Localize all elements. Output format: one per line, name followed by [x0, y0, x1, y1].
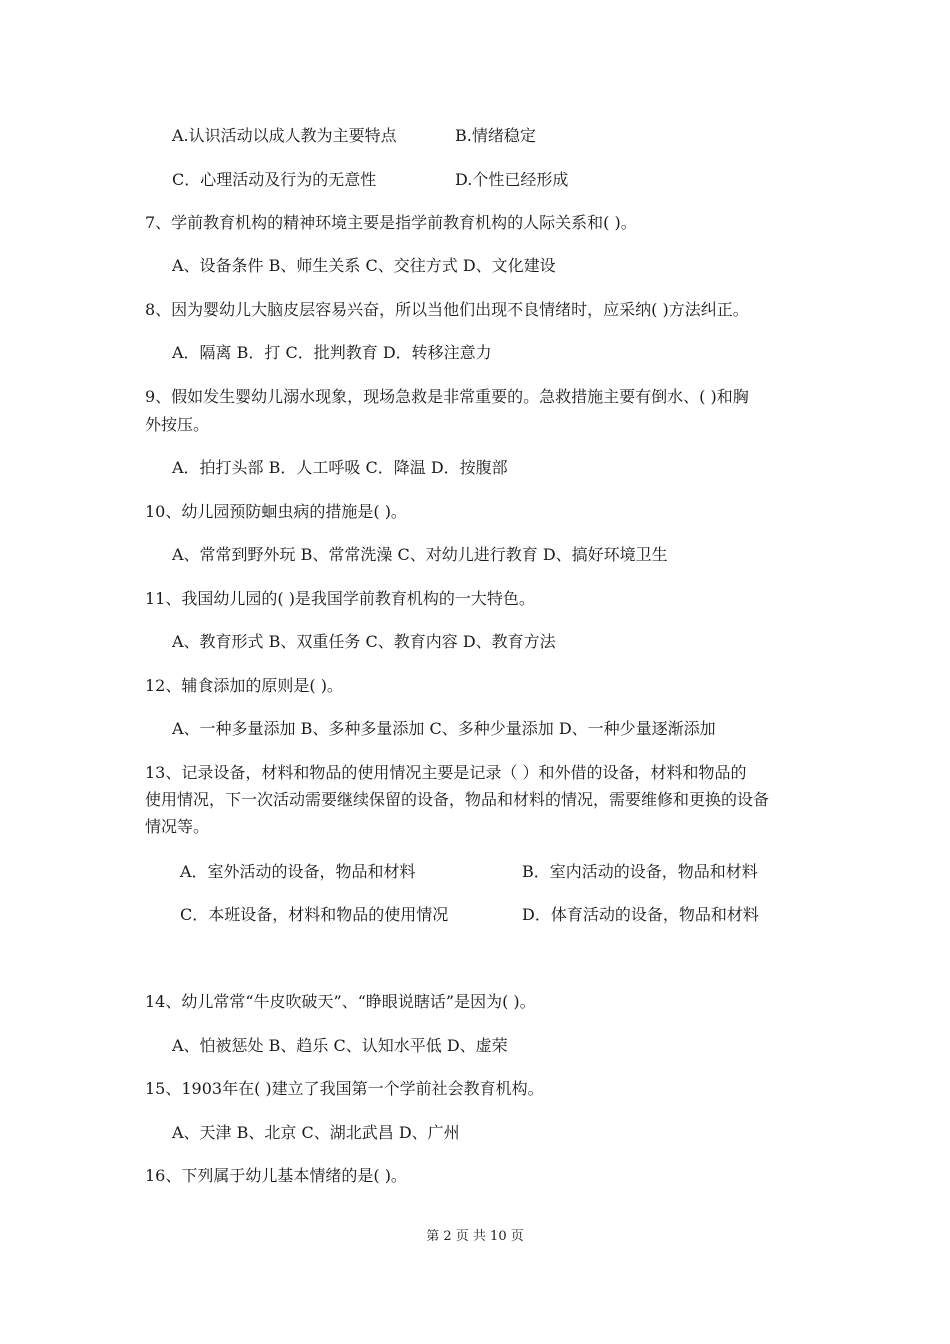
- question-14: 14、幼儿常常“牛皮吹破天”、“睁眼说瞎话”是因为( )。: [145, 992, 536, 1011]
- question-13-line-1: 13、记录设备，材料和物品的使用情况主要是记录（ ）和外借的设备，材料和物品的: [145, 763, 747, 782]
- question-15: 15、1903年在( )建立了我国第一个学前社会教育机构。: [145, 1079, 544, 1098]
- question-14-options: A、怕被惩处 B、趋乐 C、认知水平低 D、虚荣: [172, 1036, 508, 1055]
- question-13-line-2: 使用情况，下一次活动需要继续保留的设备，物品和材料的情况，需要维修和更换的设备: [145, 790, 770, 809]
- q13-option-c: C．本班设备，材料和物品的使用情况: [180, 905, 449, 924]
- question-13-line-3: 情况等。: [145, 817, 210, 836]
- question-10-options: A、常常到野外玩 B、常常洗澡 C、对幼儿进行教育 D、搞好环境卫生: [172, 545, 668, 564]
- question-12-options: A、一种多量添加 B、多种多量添加 C、多种少量添加 D、一种少量逐渐添加: [172, 719, 716, 738]
- q13-option-b: B．室内活动的设备，物品和材料: [522, 862, 758, 881]
- question-11-options: A、教育形式 B、双重任务 C、教育内容 D、教育方法: [172, 632, 556, 651]
- question-12: 12、辅食添加的原则是( )。: [145, 676, 343, 695]
- question-10: 10、幼儿园预防蛔虫病的措施是( )。: [145, 502, 407, 521]
- question-11: 11、我国幼儿园的( )是我国学前教育机构的一大特色。: [145, 589, 535, 608]
- page-footer: 第 2 页 共 10 页: [426, 1229, 524, 1244]
- q6-option-d: D.个性已经形成: [455, 170, 569, 189]
- q13-option-a: A．室外活动的设备，物品和材料: [180, 862, 416, 881]
- q6-option-c: C．心理活动及行为的无意性: [172, 170, 377, 189]
- q13-option-d: D．体育活动的设备，物品和材料: [522, 905, 759, 924]
- question-9-options: A．拍打头部 B．人工呼吸 C．降温 D．按腹部: [172, 458, 508, 477]
- question-8: 8、因为婴幼儿大脑皮层容易兴奋，所以当他们出现不良情绪时，应采纳( )方法纠正。: [145, 300, 749, 319]
- q6-option-b: B.情绪稳定: [455, 126, 536, 145]
- question-16: 16、下列属于幼儿基本情绪的是( )。: [145, 1166, 407, 1185]
- question-9-line-2: 外按压。: [145, 415, 210, 434]
- question-7-options: A、设备条件 B、师生关系 C、交往方式 D、文化建设: [172, 256, 556, 275]
- question-9-line-1: 9、假如发生婴幼儿溺水现象，现场急救是非常重要的。急救措施主要有倒水、( )和胸: [145, 387, 749, 406]
- question-7: 7、学前教育机构的精神环境主要是指学前教育机构的人际关系和( )。: [145, 213, 637, 232]
- q6-option-a: A.认识活动以成人教为主要特点: [172, 126, 397, 145]
- question-15-options: A、天津 B、北京 C、湖北武昌 D、广州: [172, 1123, 460, 1142]
- question-8-options: A．隔离 B．打 C．批判教育 D．转移注意力: [172, 343, 492, 362]
